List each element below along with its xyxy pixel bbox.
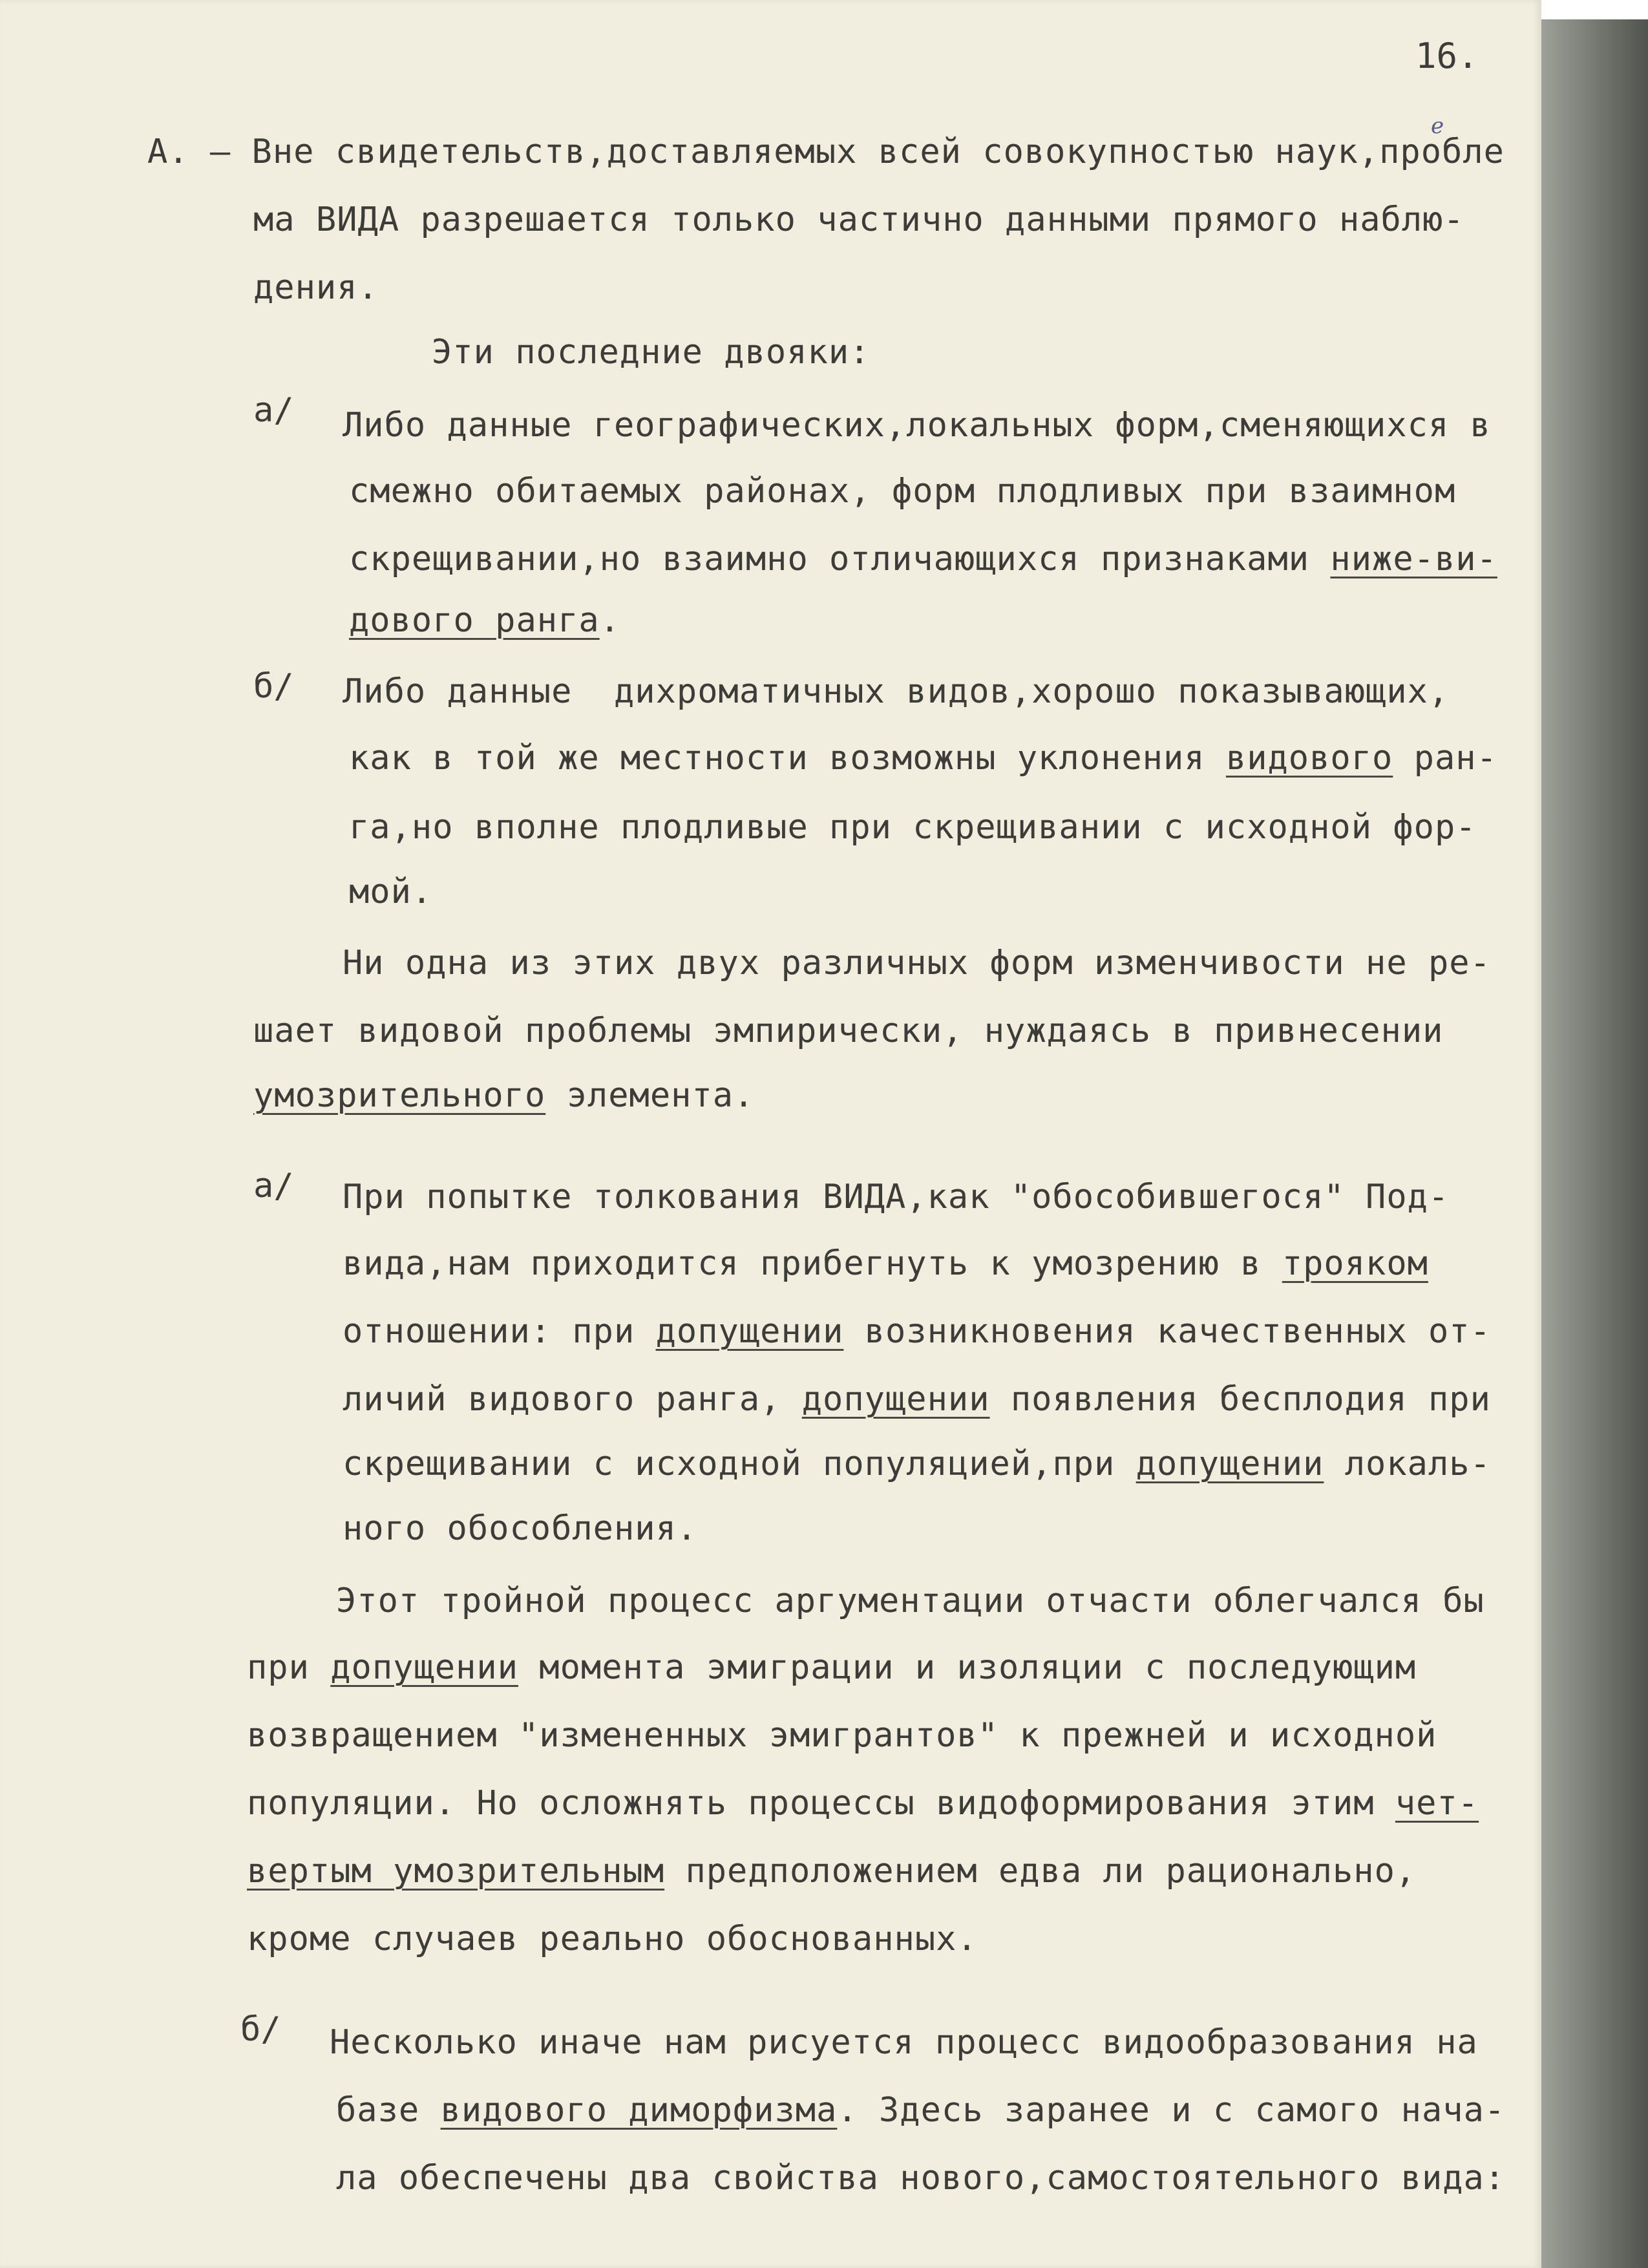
underlined-term: дового ранга bbox=[349, 601, 600, 640]
text-line: базе видового диморфизма. Здесь заранее и с самого нача- bbox=[336, 2091, 1506, 2130]
text-line: популяции. Но осложнять процессы видоформирования этим чет- bbox=[247, 1784, 1479, 1823]
text-line: умозрительного элемента. bbox=[253, 1076, 755, 1115]
text-line: Либо данные географических,локальных форм,сменяющихся в bbox=[343, 406, 1491, 445]
handwritten-margin-note: е bbox=[1431, 113, 1444, 139]
underlined-term: умозрительного bbox=[253, 1076, 546, 1115]
underlined-term: чет- bbox=[1395, 1784, 1479, 1823]
text-line: А. – Вне свидетельств,доставляемых всей совокупностью наук,пробле bbox=[147, 132, 1505, 171]
scan-background-corner bbox=[1541, 0, 1648, 19]
text-line: скрещивании с исходной популяцией,при допущении локаль- bbox=[343, 1445, 1491, 1483]
text-line: мой. bbox=[349, 873, 433, 911]
text-line: личий видового ранга, допущении появления бесплодия при bbox=[343, 1380, 1491, 1419]
text-line: скрещивании,но взаимно отличающихся признаками ниже-ви- bbox=[349, 540, 1497, 578]
text-line: возвращением "измененных эмигрантов" к прежней и исходной bbox=[247, 1716, 1437, 1755]
text-line: отношении: при допущении возникновения качественных от- bbox=[343, 1312, 1491, 1351]
text-line: Ни одна из этих двух различных форм изменчивости не ре- bbox=[343, 944, 1491, 982]
underlined-term: допущении bbox=[330, 1648, 518, 1687]
text-line: кроме случаев реально обоснованных. bbox=[247, 1920, 978, 1958]
text-line: вертым умозрительным предположением едва ли рационально, bbox=[247, 1852, 1417, 1891]
underlined-term: видового bbox=[1225, 739, 1393, 778]
list-marker: а/ bbox=[253, 1167, 294, 1205]
text-line: ла обеспечены два свойства нового,самостоятельного вида: bbox=[336, 2159, 1506, 2198]
page-number: 16. bbox=[1415, 36, 1479, 76]
list-marker: б/ bbox=[253, 667, 294, 706]
text-line: Этот тройной процесс аргументации отчасти облегчался бы bbox=[336, 1582, 1484, 1620]
scan-background-edge bbox=[1541, 0, 1648, 2268]
text-line: Несколько иначе нам рисуется процесс видообразования на bbox=[330, 2023, 1478, 2062]
underlined-term: допущении bbox=[801, 1380, 990, 1419]
text-line: При попытке толкования ВИДА,как "обособившегося" Под- bbox=[343, 1178, 1450, 1216]
list-marker: а/ bbox=[253, 391, 294, 430]
text-line: ма ВИДА разрешается только частично данными прямого наблю- bbox=[253, 200, 1464, 239]
text-line: ного обособления. bbox=[343, 1509, 698, 1548]
text-line: смежно обитаемых районах, форм плодливых при взаимном bbox=[349, 472, 1456, 511]
text-line: вида,нам приходится прибегнуть к умозрению в трояком bbox=[343, 1244, 1428, 1283]
underlined-term: допущении bbox=[655, 1312, 844, 1351]
underlined-term: допущении bbox=[1136, 1445, 1324, 1483]
text-line: дового ранга. bbox=[349, 601, 620, 640]
list-marker: б/ bbox=[240, 2010, 281, 2049]
underlined-term: ниже-ви- bbox=[1330, 540, 1497, 578]
text-line: Эти последние двояки: bbox=[432, 333, 871, 372]
text-line: как в той же местности возможны уклонения видового ран- bbox=[349, 739, 1497, 778]
text-line: дения. bbox=[253, 268, 379, 307]
underlined-term: трояком bbox=[1282, 1244, 1428, 1283]
underlined-term: видового диморфизма bbox=[440, 2091, 838, 2130]
text-line: га,но вполне плодливые при скрещивании с исходной фор- bbox=[349, 808, 1477, 847]
text-line: Либо данные дихроматичных видов,хорошо показывающих, bbox=[343, 672, 1450, 711]
underlined-term: вертым умозрительным bbox=[247, 1852, 665, 1891]
text-line: при допущении момента эмиграции и изоляции с последующим bbox=[247, 1648, 1417, 1687]
text-line: шает видовой проблемы эмпирически, нуждаясь в привнесении bbox=[253, 1012, 1444, 1050]
